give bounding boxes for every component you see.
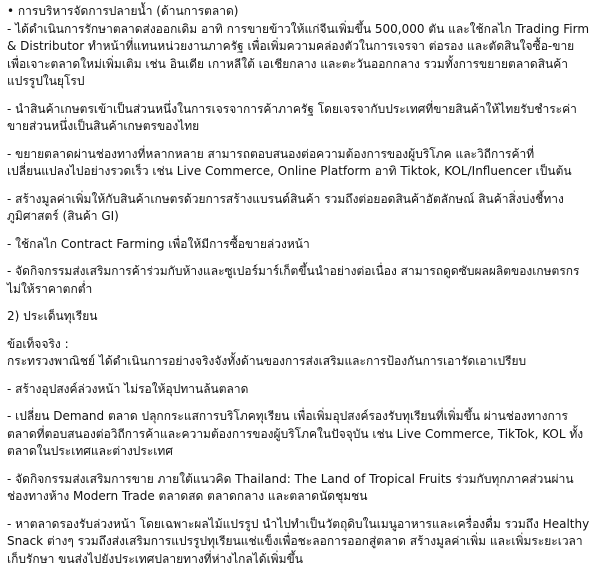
list-item: - สร้างมูลค่าเพิ่มให้กับสินค้าเกษตรด้วยการสร้างแบรนด์สินค้า รวมถึงต่อยอดสินค้าอัตลักษณ์ สินค้าสิ่งบ่งชี้ทางภูมิศาสตร์ (สินค้า GI) xyxy=(7,191,592,226)
intro-paragraph: - ได้ดำเนินการรักษาตลาดส่งออกเดิม อาทิ การขายข้าวให้แก่จีนเพิ่มขึ้น 500,000 ตัน และใช้กลไก Trading Firm & Distributor ทำหน้าที่แทนหน่วยงานภาครัฐ เพื่อเพิ่มความคล่องตัวในการเจรจา ต่อรอง และตัดสินใจซื้อ-ขาย เพื่อเจาะตลาดใหม่เพิ่มเติม เช่น อินเดีย เกาหลีใต้ เอเชียกลาง และตะวันออกกลาง รวมทั้งการขยายตลาดสินค้าแปรรูปในยุโรป xyxy=(7,21,592,91)
list-item: - เปลี่ยน Demand ตลาด ปลุกกระแสการบริโภคทุเรียน เพื่อเพิ่มอุปสงค์รองรับทุเรียนที่เพิ่มขึ้น ผ่านช่องทางการตลาดที่ตอบสนองต่อวิถีการค้าและความต้องการของผู้บริโภคในปัจจุบัน เช่น Live Commerce, TikTok, KOL ทั้งตลาดในประเทศและต่างประเทศ xyxy=(7,408,592,461)
list-item: - จัดกิจกรรมส่งเสริมการค้าร่วมกับห้างและซูเปอร์มาร์เก็ตขึ้นนำอย่างต่อเนื่อง สามารถดูดซับผลผลิตของเกษตรกรไม่ให้ราคาตกต่ำ xyxy=(7,263,592,298)
list-item: - ขยายตลาดผ่านช่องทางที่หลากหลาย สามารถตอบสนองต่อความต้องการของผู้บริโภค และวิถีการค้าที่เปลี่ยนแปลงไปอย่างรวดเร็ว เช่น Live Commerce, Online Platform อาทิ Tiktok, KOL/Influencer เป็นต้น xyxy=(7,146,592,181)
section-title: 2) ประเด็นทุเรียน xyxy=(7,308,592,326)
list-item: - สร้างอุปสงค์ล่วงหน้า ไม่รอให้อุปทานล้นตลาด xyxy=(7,381,592,399)
list-item: - หาตลาดรองรับล่วงหน้า โดยเฉพาะผลไม้แปรรูป นำไปทำเป็นวัตถุดิบในเมนูอาหารและเครื่องดื่ม รวมถึง Healthy Snack ต่างๆ รวมถึงส่งเสริมการแปรรูปทุเรียนแช่แข็งเพื่อชะลอการออกสู่ตลาด สร้างมูลค่าเพิ่ม และเพิ่มระยะเวลาเก็บรักษา ขนส่งไปยังประเทศปลายทางที่ห่างไกลได้เพิ่มขึ้น xyxy=(7,516,592,568)
list-item: - นำสินค้าเกษตรเข้าเป็นส่วนหนึ่งในการเจรจาการค้าภาครัฐ โดยเจรจากับประเทศที่ขายสินค้าให้ไทยรับชำระค่าขายส่วนหนึ่งเป็นสินค้าเกษตรของไทย xyxy=(7,101,592,136)
facts-text: กระทรวงพาณิชย์ ได้ดำเนินการอย่างจริงจังทั้งด้านของการส่งเสริมและการป้องกันการเอารัดเอาเปรียบ xyxy=(7,353,592,371)
facts-label: ข้อเท็จจริง : xyxy=(7,336,592,354)
list-item: - ใช้กลไก Contract Farming เพื่อให้มีการซื้อขายล่วงหน้า xyxy=(7,236,592,254)
list-item: - จัดกิจกรรมส่งเสริมการขาย ภายใต้แนวคิด Thailand: The Land of Tropical Fruits ร่วมกับทุกภาคส่วนผ่านช่องทางห้าง Modern Trade ตลาดสด ตลาดกลาง และตลาดนัดชุมชน xyxy=(7,471,592,506)
section-heading: • การบริหารจัดการปลายน้ำ (ด้านการตลาด) xyxy=(7,3,592,21)
